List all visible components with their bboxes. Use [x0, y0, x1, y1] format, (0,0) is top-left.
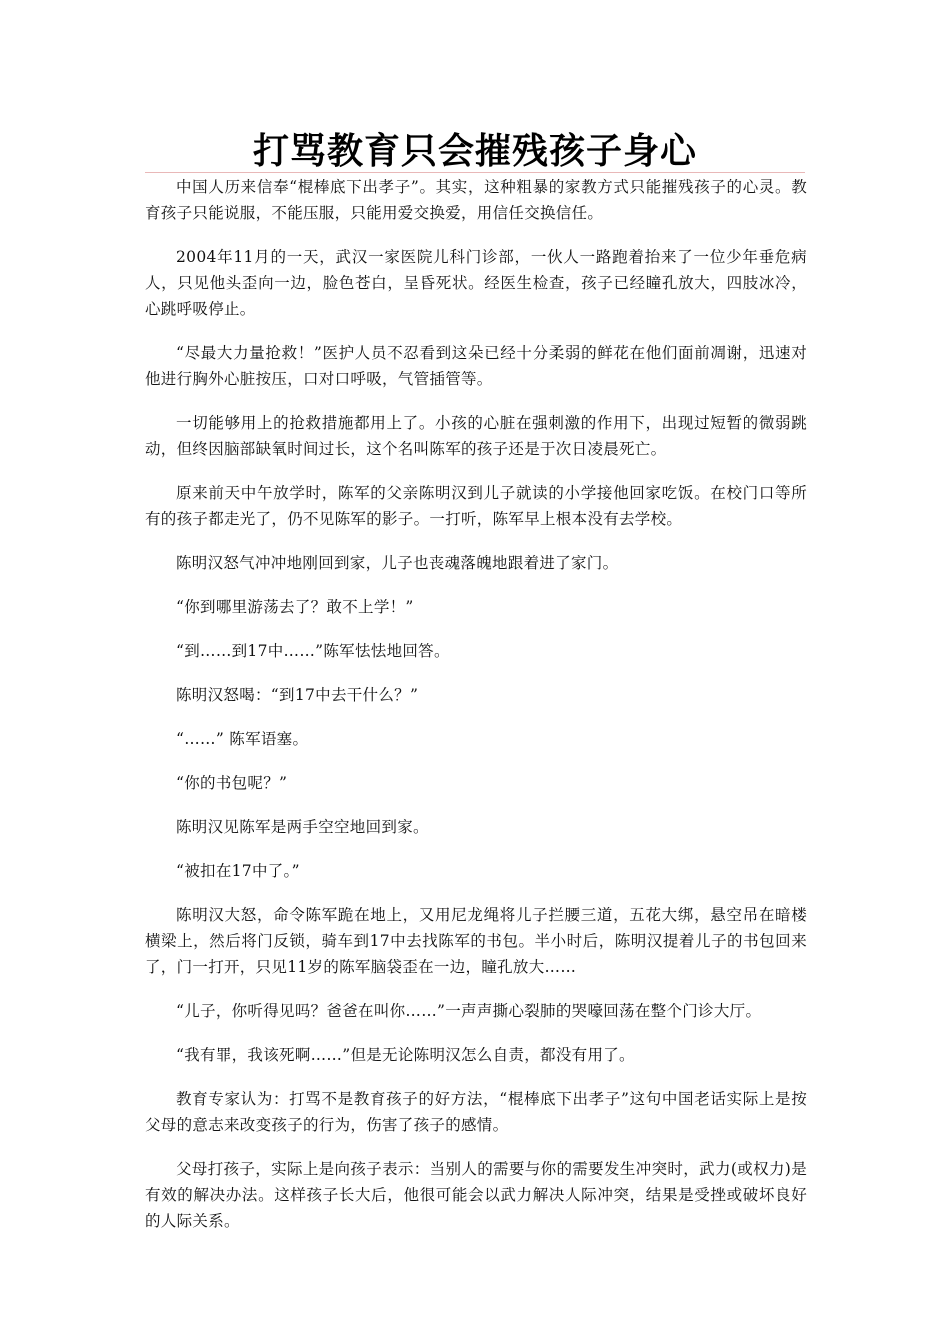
paragraph-3: “尽最大力量抢救！”医护人员不忍看到这朵已经十分柔弱的鲜花在他们面前凋谢，迅速对他进行胸外心脏按压，口对口呼吸，气管插管等。 — [145, 344, 807, 388]
paragraph-1: 中国人历来信奉“棍棒底下出孝子”。其实，这种粗暴的家教方式只能摧残孩子的心灵。教育孩子只能说服，不能压服，只能用爱交换爱，用信任交换信任。 — [145, 178, 807, 222]
paragraph-7: “你到哪里游荡去了？敢不上学！” — [176, 598, 414, 616]
paragraph-14: 陈明汉大怒，命令陈军跪在地上，又用尼龙绳将儿子拦腰三道，五花大绑，悬空吊在暗楼横梁上，然后将门反锁，骑车到17中去找陈军的书包。半小时后，陈明汉提着儿子的书包回来了，门一打开，只见11岁的陈军脑袋歪在一边，瞳孔放大…… — [145, 906, 807, 976]
paragraph-9: 陈明汉怒喝：“到17中去干什么？” — [176, 686, 419, 704]
paragraph-2: 2004年11月的一天，武汉一家医院儿科门诊部，一伙人一路跑着抬来了一位少年垂危病人，只见他头歪向一边，脸色苍白，呈昏死状。经医生检查，孩子已经瞳孔放大，四肢冰冷，心跳呼吸停止。 — [145, 248, 807, 318]
document-body — [145, 174, 807, 1252]
paragraph-18: 父母打孩子，实际上是向孩子表示：当别人的需要与你的需要发生冲突时，武力(或权力)是有效的解决办法。这样孩子长大后，他很可能会以武力解决人际冲突，结果是受挫或破坏良好的人际关系。 — [145, 1160, 807, 1230]
paragraph-12: 陈明汉见陈军是两手空空地回到家。 — [176, 818, 429, 836]
paragraph-17: 教育专家认为：打骂不是教育孩子的好方法，“棍棒底下出孝子”这句中国老话实际上是按父母的意志来改变孩子的行为，伤害了孩子的感情。 — [145, 1090, 807, 1134]
paragraph-16: “我有罪，我该死啊……”但是无论陈明汉怎么自责，都没有用了。 — [176, 1046, 635, 1064]
paragraph-5: 原来前天中午放学时，陈军的父亲陈明汉到儿子就读的小学接他回家吃饭。在校门口等所有的孩子都走光了，仍不见陈军的影子。一打听，陈军早上根本没有去学校。 — [145, 484, 807, 528]
paragraph-15: “儿子，你听得见吗？爸爸在叫你……”一声声撕心裂肺的哭嚎回荡在整个门诊大厅。 — [176, 1002, 762, 1020]
paragraph-10: “……” 陈军语塞。 — [176, 730, 309, 748]
title-underline — [145, 172, 805, 173]
paragraph-4: 一切能够用上的抢救措施都用上了。小孩的心脏在强刺激的作用下，出现过短暂的微弱跳动，但终因脑部缺氧时间过长，这个名叫陈军的孩子还是于次日凌晨死亡。 — [145, 414, 807, 458]
document-title: 打骂教育只会摧残孩子身心 — [252, 130, 697, 172]
paragraph-8: “到……到17中……”陈军怯怯地回答。 — [176, 642, 450, 660]
paragraph-6: 陈明汉怒气冲冲地刚回到家，儿子也丧魂落魄地跟着进了家门。 — [176, 554, 619, 572]
paragraph-11: “你的书包呢？” — [176, 774, 288, 792]
paragraph-13: “被扣在17中了。” — [176, 862, 300, 880]
